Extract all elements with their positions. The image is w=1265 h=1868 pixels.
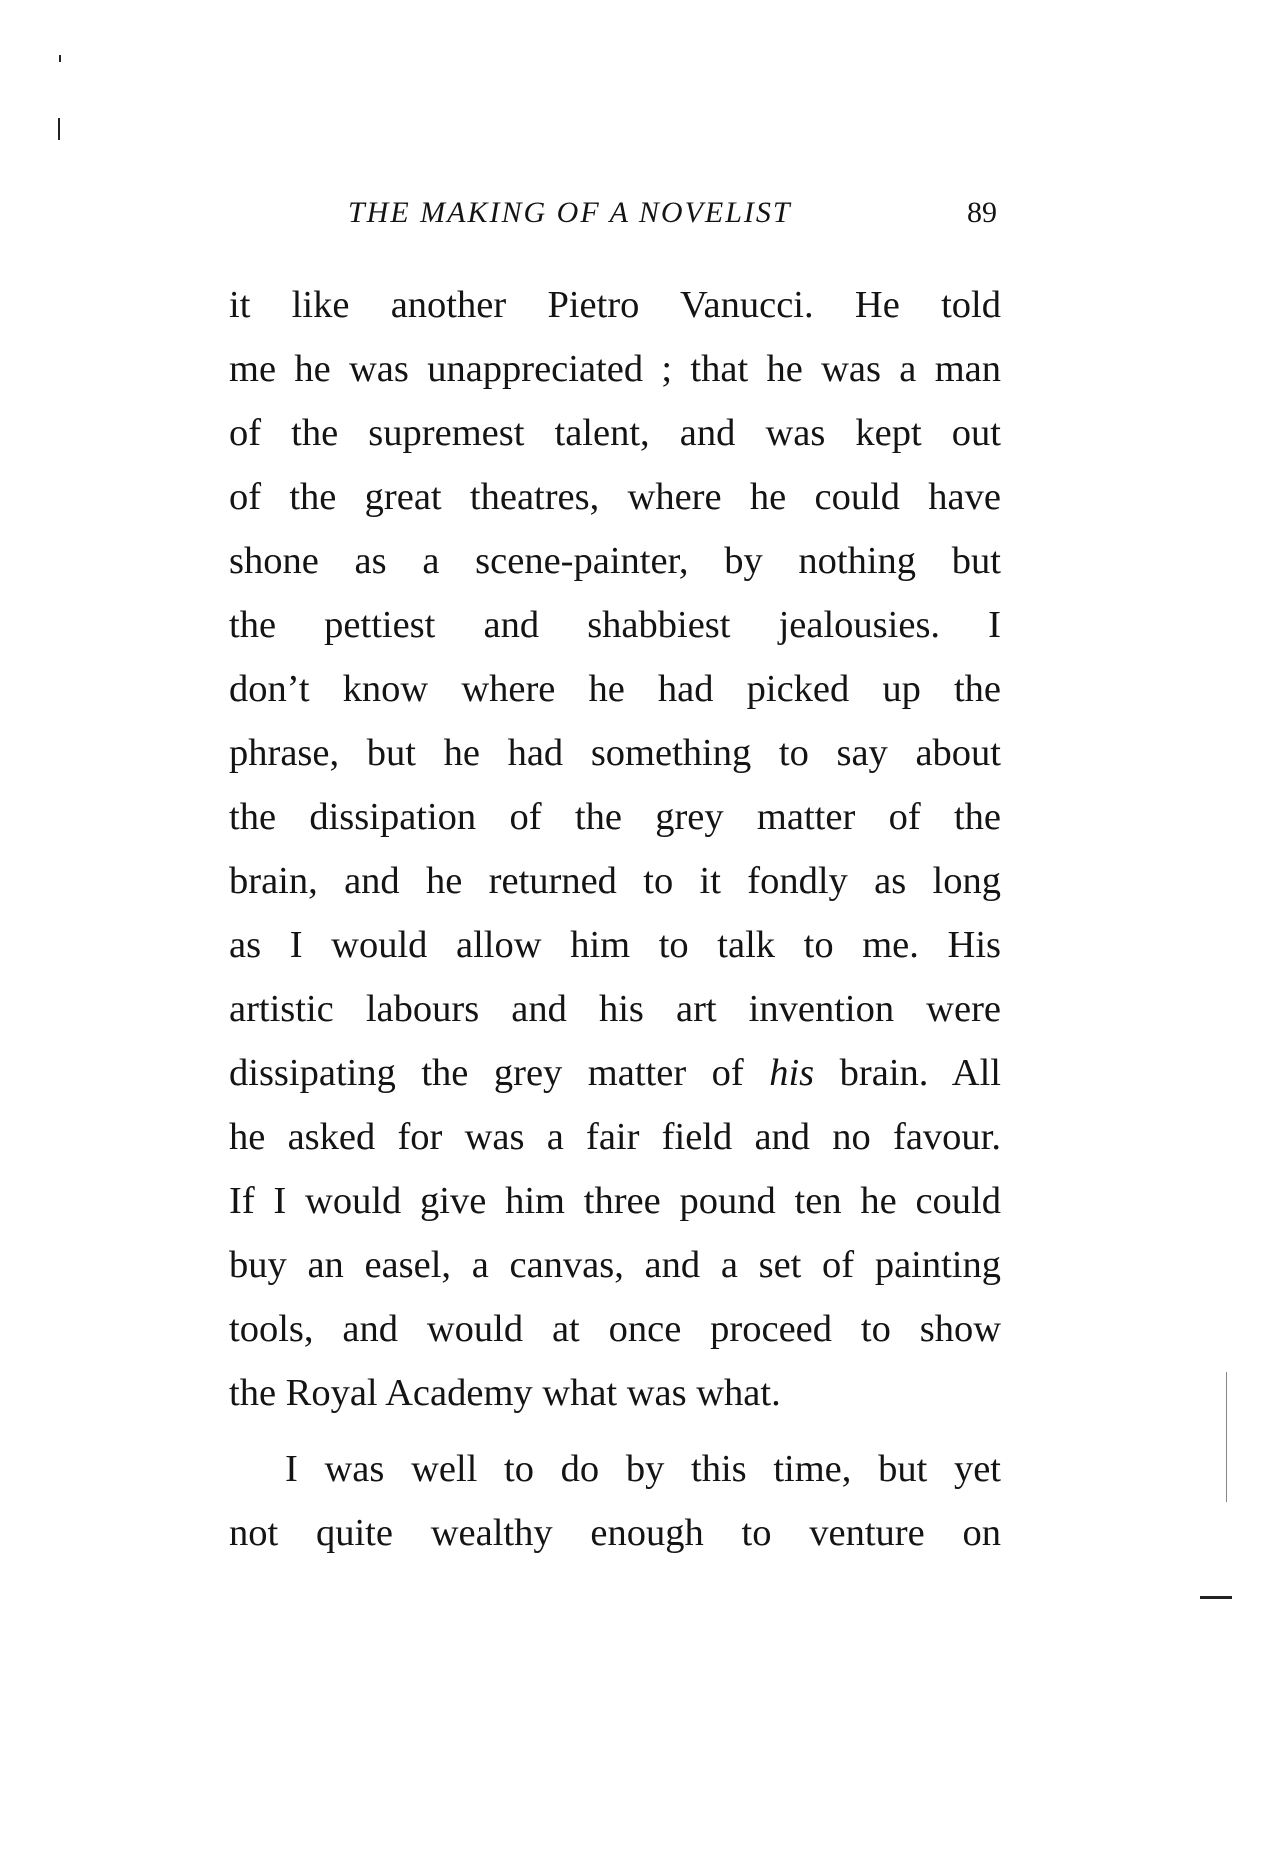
page-number: 89 — [967, 196, 997, 229]
text-line: the Royal Academy what was what. — [229, 1372, 781, 1414]
text-line: buy an easel, a canvas, and a set of painting — [229, 1244, 1001, 1286]
text-line: tools, and would at once proceed to show — [229, 1308, 1001, 1350]
text-line: not quite wealthy enough to venture on — [229, 1512, 1001, 1554]
italic-word: his — [769, 1052, 815, 1094]
scan-speck — [59, 55, 61, 62]
text-line: brain, and he returned to it fondly as long — [229, 860, 1001, 902]
paragraph-gap — [229, 1425, 1001, 1437]
text-line: it like another Pietro Vanucci. He told — [229, 284, 1001, 326]
text-line: of the supremest talent, and was kept out — [229, 412, 1001, 454]
text-line: he asked for was a fair field and no favour. — [229, 1116, 1001, 1158]
text-line: shone as a scene-painter, by nothing but — [229, 540, 1001, 582]
text-line: of the great theatres, where he could have — [229, 476, 1001, 518]
scan-speck — [1226, 1372, 1227, 1502]
text-line: me he was unappreciated ; that he was a man — [229, 348, 1001, 390]
text-line: phrase, but he had something to say about — [229, 732, 1001, 774]
running-title: THE MAKING OF A NOVELIST — [348, 196, 792, 229]
scan-speck — [58, 118, 60, 140]
text-line: If I would give him three pound ten he could — [229, 1180, 1001, 1222]
text-line: the dissipation of the grey matter of the — [229, 796, 1001, 838]
scan-speck — [1200, 1596, 1232, 1599]
text-line: artistic labours and his art invention were — [229, 988, 1001, 1030]
text-line: the pettiest and shabbiest jealousies. I — [229, 604, 1001, 646]
text-line-with-emphasis — [229, 1041, 1001, 1105]
text-segment: brain. All — [814, 1052, 1001, 1094]
text-line: don’t know where he had picked up the — [229, 668, 1001, 710]
text-segment: dissipating the grey matter of — [229, 1052, 770, 1094]
text-line: as I would allow him to talk to me. His — [229, 924, 1001, 966]
text-line: I was well to do by this time, but yet — [285, 1448, 1001, 1490]
body-text — [229, 273, 1001, 1565]
